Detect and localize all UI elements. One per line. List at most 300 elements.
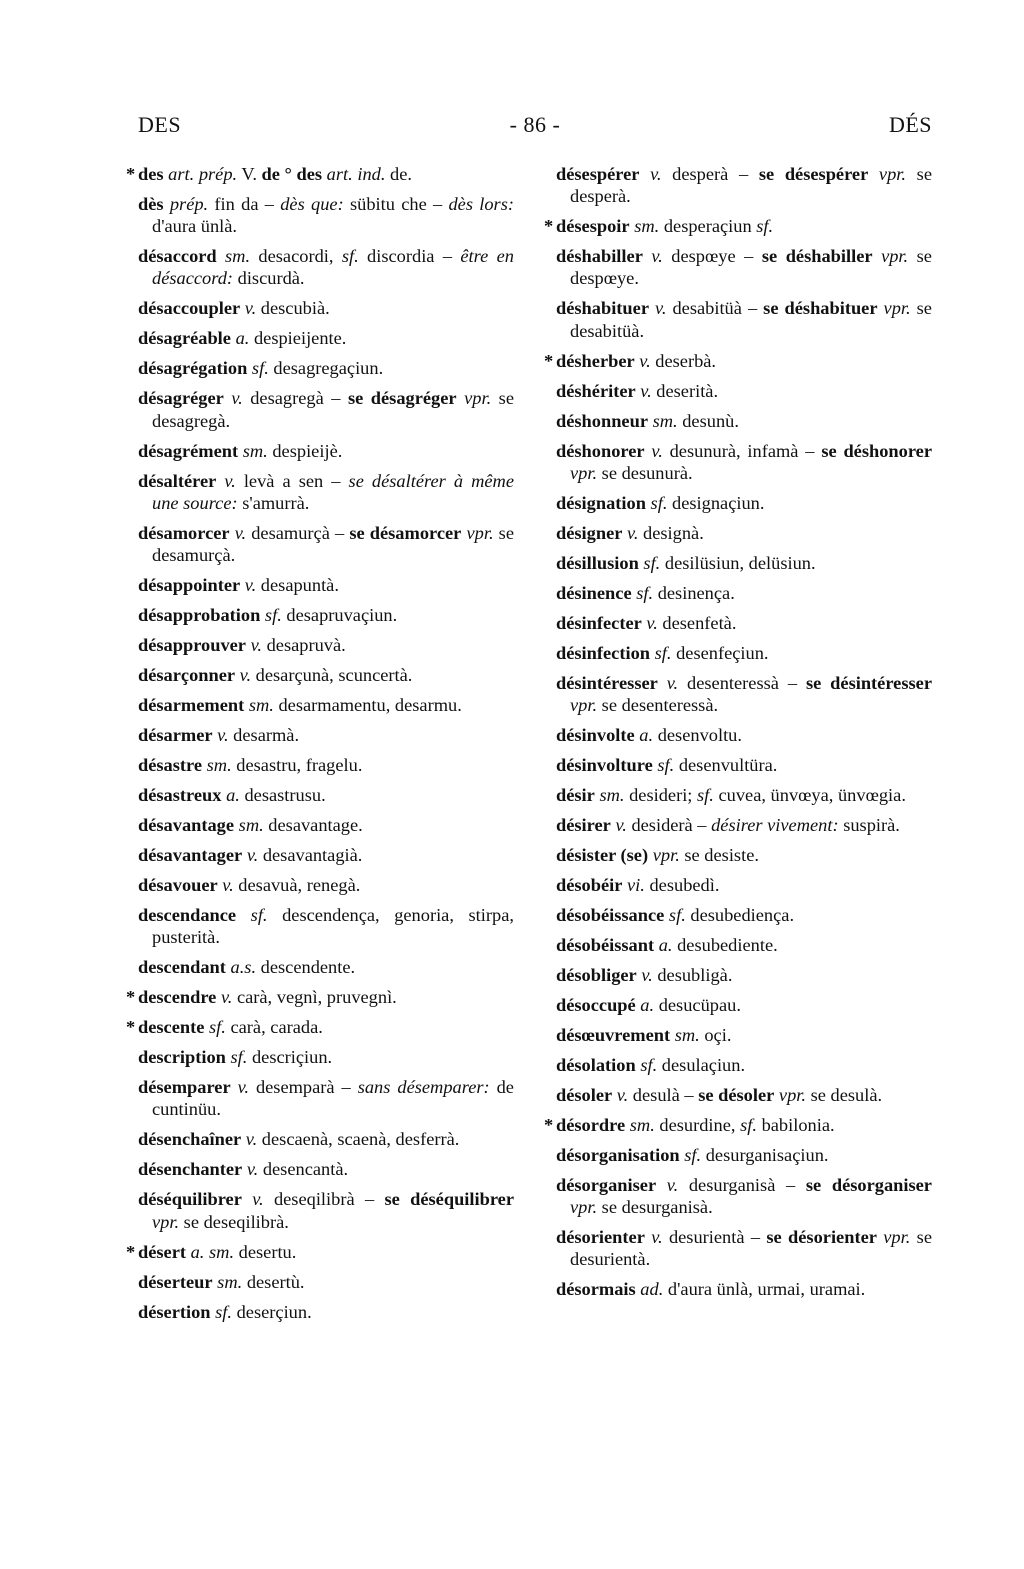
dictionary-entry xyxy=(556,297,932,341)
definition-text: se despœye. xyxy=(570,246,932,289)
definition-text: desurganisaçiun. xyxy=(701,1145,829,1166)
definition-text: deserità. xyxy=(651,380,719,401)
sub-entry: se déshabituer xyxy=(763,298,878,319)
grammar-label: v. xyxy=(222,875,234,896)
dictionary-entry xyxy=(556,874,932,896)
headword: déshonneur xyxy=(556,410,648,431)
grammar-label: vpr. xyxy=(778,1085,806,1106)
grammar-label: a. xyxy=(235,328,250,349)
headword: désobliger xyxy=(556,965,637,986)
definition-text: descubià. xyxy=(256,298,330,319)
definition-text: desacordi, xyxy=(250,246,342,267)
dictionary-entry xyxy=(138,387,514,431)
headword: déséquilibrer xyxy=(138,1189,242,1210)
definition-text: desapuntà. xyxy=(256,575,339,596)
definition-text: d'aura ünlà. xyxy=(152,216,238,237)
grammar-label: v. xyxy=(245,1129,258,1150)
asterisk-marker: * xyxy=(126,1017,136,1038)
headword: désaccoupler xyxy=(138,298,241,319)
left-column xyxy=(126,163,515,1331)
grammar-label: v. xyxy=(220,987,233,1008)
grammar-label: sm. xyxy=(248,695,274,716)
grammar-label: sans désemparer: xyxy=(357,1077,490,1098)
definition-text xyxy=(873,246,882,266)
dictionary-entry xyxy=(556,904,932,926)
dictionary-entry xyxy=(138,1271,514,1293)
grammar-label: a. xyxy=(658,935,673,956)
dictionary-entry xyxy=(138,664,514,686)
headword: désarmement xyxy=(138,695,245,716)
definition-text: desabitüà – xyxy=(666,298,764,319)
headword: désillusion xyxy=(556,552,639,573)
grammar-label: vpr. xyxy=(464,388,492,409)
definition-text: se desunurà. xyxy=(597,462,693,483)
dictionary-entry xyxy=(138,724,514,746)
definition-text xyxy=(868,164,879,184)
grammar-label: a. xyxy=(226,785,240,806)
definition-text: discordia – xyxy=(358,246,461,267)
dictionary-entry xyxy=(138,1128,514,1150)
grammar-label: sm. xyxy=(652,410,678,431)
definition-text: despieijente. xyxy=(249,328,347,349)
headword: désarmer xyxy=(138,725,213,746)
grammar-label: sm. xyxy=(242,440,268,461)
sub-entry: se désagréger xyxy=(347,388,457,409)
headword: désenchaîner xyxy=(138,1129,242,1150)
definition-text xyxy=(639,164,650,184)
definition-text: deserbà. xyxy=(650,350,717,371)
page-number: - 86 - xyxy=(509,112,561,137)
headword: désinfection xyxy=(556,642,650,663)
headword: désir xyxy=(556,785,595,806)
definition-text: se desurganisà. xyxy=(597,1197,713,1218)
grammar-label: v. xyxy=(639,350,651,371)
headword: déshabiller xyxy=(556,246,643,267)
sub-entry: se déshabiller xyxy=(761,246,873,267)
definition-text: desulaçiun. xyxy=(657,1055,746,1076)
headword: descente xyxy=(138,1017,205,1038)
grammar-label: sm. xyxy=(674,1025,700,1046)
dictionary-entry xyxy=(556,492,932,514)
headword: désobéissant xyxy=(556,935,655,956)
grammar-label: dès que: xyxy=(280,194,344,214)
definition-text: desencantà. xyxy=(258,1159,349,1180)
headword: désherber xyxy=(556,350,635,371)
dictionary-entry xyxy=(138,754,514,776)
headword: descendre xyxy=(138,987,217,1008)
dictionary-entry xyxy=(138,694,514,716)
dictionary-entry xyxy=(138,522,514,566)
definition-text: desubediença. xyxy=(685,905,795,926)
definition-text xyxy=(658,673,667,693)
definition-text: desapruvaçiun. xyxy=(281,605,398,626)
definition-text: desubediente. xyxy=(672,935,778,956)
dictionary-entry xyxy=(544,350,932,372)
dictionary-entry xyxy=(556,724,932,746)
definition-text: desubedì. xyxy=(644,875,720,896)
grammar-label: sf. xyxy=(209,1017,226,1038)
definition-text: desucüpau. xyxy=(654,995,741,1016)
headword: désignation xyxy=(556,492,646,513)
grammar-label: v. xyxy=(246,1159,259,1180)
grammar-label: sf. xyxy=(643,552,661,573)
grammar-label: v. xyxy=(239,665,252,686)
grammar-label: vpr. xyxy=(652,845,680,866)
definition-text: carà, vegnì, pruvegnì. xyxy=(232,987,397,1008)
sub-entry: se désamorcer xyxy=(349,522,462,543)
right-column xyxy=(544,163,932,1308)
grammar-label: vpr. xyxy=(881,246,909,267)
grammar-label: sf. xyxy=(640,1055,658,1076)
grammar-label: art. ind. xyxy=(326,164,386,184)
sub-entry: se déshonorer xyxy=(821,440,932,461)
dictionary-entry xyxy=(138,1301,514,1323)
grammar-label: sf. xyxy=(250,905,268,926)
dictionary-entry xyxy=(138,327,514,349)
grammar-label: vi. xyxy=(627,875,645,896)
definition-text: desagregaçiun. xyxy=(268,358,384,379)
grammar-label: v. xyxy=(650,164,662,184)
headword: désagrégation xyxy=(138,358,248,379)
headword: déserteur xyxy=(138,1271,213,1292)
grammar-label: dès lors: xyxy=(448,194,514,214)
dictionary-entry xyxy=(556,934,932,956)
dictionary-entry xyxy=(556,582,932,604)
dictionary-entry xyxy=(126,1241,514,1263)
headword: descendant xyxy=(138,957,226,978)
headword: désormais xyxy=(556,1279,636,1300)
grammar-label: sf. xyxy=(657,755,675,776)
definition-text: desagregà – xyxy=(242,388,348,409)
headword: désoccupé xyxy=(556,995,636,1016)
grammar-label: sf. xyxy=(251,358,269,379)
grammar-label: v. xyxy=(237,1077,249,1098)
headword: déshabituer xyxy=(556,298,649,319)
definition-text xyxy=(236,905,251,925)
headword: désinfecter xyxy=(556,612,642,633)
grammar-label: v. xyxy=(666,672,679,693)
grammar-label: sf. xyxy=(230,1047,248,1068)
dictionary-entry xyxy=(556,440,932,484)
dictionary-entry xyxy=(556,1278,932,1300)
grammar-label: prép. xyxy=(169,194,209,214)
definition-text: se desurientà. xyxy=(570,1227,932,1270)
grammar-label: sf. xyxy=(697,785,714,806)
grammar-label: v. xyxy=(651,1227,663,1248)
definition-text: desideri; xyxy=(624,785,698,806)
definition-text: desarçunà, scuncertà. xyxy=(251,665,413,686)
definition-text: desperaçiun xyxy=(659,216,757,237)
definition-text: se desamurçà. xyxy=(152,522,514,566)
asterisk-marker: * xyxy=(544,1115,554,1136)
grammar-label: a. xyxy=(640,995,655,1016)
grammar-label: v. xyxy=(231,388,243,409)
headword: descendance xyxy=(138,905,237,926)
sub-entry: se déséquilibrer xyxy=(384,1189,515,1210)
definition-text: oçi. xyxy=(699,1025,732,1046)
headword: désert xyxy=(138,1241,186,1262)
headword: désapprobation xyxy=(138,605,261,626)
headword: déshonorer xyxy=(556,440,645,461)
asterisk-marker: * xyxy=(544,216,554,237)
dictionary-entry xyxy=(138,245,514,289)
dictionary-entry xyxy=(544,215,932,237)
definition-text: despœye – xyxy=(662,246,762,267)
definition-text: desunurà, infamà – xyxy=(662,440,822,461)
grammar-label: v. xyxy=(615,815,627,836)
definition-text: desarmamentu, desarmu. xyxy=(273,695,462,716)
grammar-label: sf. xyxy=(215,1301,233,1322)
definition-text: descriçiun. xyxy=(247,1047,333,1068)
grammar-label: v. xyxy=(666,1175,679,1196)
grammar-label: v. xyxy=(640,380,652,401)
dictionary-entry xyxy=(556,380,932,402)
definition-text: desenteressà – xyxy=(678,672,806,693)
grammar-label: sf. xyxy=(684,1145,702,1166)
dictionary-entry xyxy=(556,1084,932,1106)
grammar-label: sf. xyxy=(756,216,774,237)
definition-text: designà. xyxy=(638,522,704,543)
grammar-label: vpr. xyxy=(570,695,598,716)
grammar-label: a. sm. xyxy=(190,1241,235,1262)
dictionary-entry xyxy=(138,574,514,596)
definition-text: levà a sen – xyxy=(235,470,349,491)
dictionary-entry xyxy=(126,986,514,1008)
definition-text: se desagregà. xyxy=(152,388,514,431)
grammar-label: a. xyxy=(639,725,654,746)
grammar-label: art. prép. xyxy=(168,164,238,184)
grammar-label: sf. xyxy=(650,492,668,513)
definition-text: desenfetà. xyxy=(657,612,737,633)
definition-text: desertù. xyxy=(242,1271,305,1292)
definition-text: fin da – xyxy=(208,194,281,214)
headword: désavantage xyxy=(138,815,235,836)
dictionary-entry xyxy=(556,672,932,716)
headword: désespérer xyxy=(556,164,640,184)
grammar-label: v. xyxy=(244,298,257,319)
grammar-label: v. xyxy=(244,575,257,596)
headword: désolation xyxy=(556,1055,636,1076)
dictionary-entry xyxy=(556,784,932,806)
definition-text: se deseqilibrà. xyxy=(179,1211,289,1232)
definition-text: desenfeçiun. xyxy=(671,642,769,663)
grammar-label: vpr. xyxy=(883,298,911,319)
headword: désertion xyxy=(138,1301,211,1322)
definition-text: desurientà – xyxy=(662,1227,767,1248)
headword: désastreux xyxy=(138,785,222,806)
definition-text: desertu. xyxy=(234,1241,297,1262)
dictionary-entry xyxy=(556,245,932,289)
headword: désamorcer xyxy=(138,522,230,543)
sub-entry: se désoler xyxy=(698,1085,775,1106)
dictionary-entry xyxy=(126,1016,514,1038)
dictionary-entry xyxy=(138,440,514,462)
asterisk-marker: * xyxy=(126,987,136,1008)
headword: désastre xyxy=(138,755,203,776)
sub-entry: de xyxy=(261,164,280,184)
definition-text xyxy=(457,388,465,408)
definition-text: descaenà, scaenà, desferrà. xyxy=(257,1129,460,1150)
definition-text: desenvoltu. xyxy=(653,725,742,746)
grammar-label: v. xyxy=(250,635,262,656)
grammar-label: sm. xyxy=(217,1271,243,1292)
dictionary-entry xyxy=(556,1174,932,1218)
headword: désorganisation xyxy=(556,1145,680,1166)
grammar-label: v. xyxy=(651,440,663,461)
dictionary-entry xyxy=(138,1158,514,1180)
grammar-label: être en désaccord: xyxy=(152,246,514,289)
grammar-label: sf. xyxy=(654,642,672,663)
grammar-label: désirer vivement: xyxy=(711,815,839,836)
grammar-label: v. xyxy=(252,1189,264,1210)
grammar-label: sf. xyxy=(740,1115,757,1136)
headword: désintéresser xyxy=(556,672,658,693)
grammar-label: v. xyxy=(655,298,667,319)
headword: désemparer xyxy=(138,1077,231,1098)
definition-text xyxy=(656,1175,667,1195)
headword: désirer xyxy=(556,815,611,836)
definition-text: se desenteressà. xyxy=(597,695,719,716)
dictionary-entry xyxy=(556,552,932,574)
dictionary-entry xyxy=(138,874,514,896)
definition-text: se desperà. xyxy=(570,164,932,207)
definition-text: se desulà. xyxy=(805,1085,883,1106)
dictionary-entry xyxy=(556,642,932,664)
headword: désordre xyxy=(556,1115,626,1136)
dictionary-entry xyxy=(556,1144,932,1166)
sub-entry: ° xyxy=(284,164,292,184)
headword: désobéissance xyxy=(556,905,665,926)
sub-entry: se désespérer xyxy=(758,164,869,184)
headword: déshériter xyxy=(556,380,636,401)
definition-text xyxy=(231,1077,238,1097)
running-head-right: DÉS xyxy=(888,112,932,137)
definition-text: desavuà, renegà. xyxy=(233,875,361,896)
definition-text: desubligà. xyxy=(652,965,733,986)
definition-text: despieijè. xyxy=(267,440,343,461)
grammar-label: sm. xyxy=(238,815,264,836)
definition-text xyxy=(217,246,225,266)
dictionary-entry xyxy=(138,634,514,656)
definition-text: carà, carada. xyxy=(225,1017,323,1038)
dictionary-entry xyxy=(556,522,932,544)
definition-text xyxy=(242,1189,252,1209)
dictionary-entry xyxy=(126,163,514,185)
dictionary-entry xyxy=(138,1188,514,1232)
asterisk-marker: * xyxy=(544,350,554,371)
headword: dès xyxy=(138,194,164,214)
grammar-label: sf. xyxy=(668,905,686,926)
grammar-label: sf. xyxy=(636,582,654,603)
definition-text: desemparà – xyxy=(248,1077,358,1098)
definition-text: V. xyxy=(237,164,262,184)
definition-text: se desabitüà. xyxy=(570,298,932,341)
headword: désapprouver xyxy=(138,635,246,656)
headword: désigner xyxy=(556,522,623,543)
headword: désinence xyxy=(556,582,632,603)
headword: désorienter xyxy=(556,1227,645,1248)
grammar-label: a.s. xyxy=(230,957,257,978)
running-head-left: DES xyxy=(138,112,182,137)
dictionary-entry xyxy=(138,844,514,866)
headword: désoler xyxy=(556,1085,613,1106)
grammar-label: v. xyxy=(627,522,639,543)
grammar-label: vpr. xyxy=(152,1211,180,1232)
headword: désagrément xyxy=(138,440,239,461)
definition-text: descendença, genoria, stirpa, pusterità. xyxy=(152,905,514,948)
definition-text: desurganisà – xyxy=(678,1175,806,1196)
grammar-label: sm. xyxy=(599,785,625,806)
dictionary-entry xyxy=(138,193,514,237)
definition-text: desarmà. xyxy=(228,725,300,746)
grammar-label: sm. xyxy=(634,216,660,237)
grammar-label: vpr. xyxy=(878,164,906,184)
definition-text: desastru, fragelu. xyxy=(231,755,363,776)
headword: désarçonner xyxy=(138,665,236,686)
definition-text: desilüsiun, delüsiun. xyxy=(660,552,816,573)
definition-text: desamurçà – xyxy=(246,522,350,543)
definition-text: desavantagià. xyxy=(258,845,363,866)
definition-text: s'amurrà. xyxy=(237,492,310,513)
definition-text: deseqilibrà – xyxy=(263,1189,385,1210)
definition-text: d'aura ünlà, urmai, uramai. xyxy=(663,1279,866,1300)
headword: désappointer xyxy=(138,575,241,596)
definition-text: se desiste. xyxy=(679,845,759,866)
grammar-label: ad. xyxy=(640,1279,664,1300)
definition-text: de. xyxy=(385,164,412,184)
grammar-label: v. xyxy=(217,725,229,746)
sub-entry: se désorganiser xyxy=(805,1175,932,1196)
dictionary-entry xyxy=(556,1226,932,1270)
grammar-label: v. xyxy=(234,522,247,543)
grammar-label: vpr. xyxy=(883,1227,911,1248)
dictionary-entry xyxy=(138,904,514,948)
dictionary-entry xyxy=(556,994,932,1016)
definition-text: desastrusu. xyxy=(239,785,326,806)
headword: désespoir xyxy=(556,216,630,237)
grammar-label: sm. xyxy=(225,246,251,267)
grammar-label: v. xyxy=(246,845,259,866)
definition-text: desiderà – xyxy=(626,815,712,836)
dictionary-entry xyxy=(138,956,514,978)
dictionary-entry xyxy=(138,1076,514,1120)
definition-text: suspirà. xyxy=(838,815,900,836)
definition-text: desapruvà. xyxy=(262,635,346,656)
definition-text: babilonia. xyxy=(756,1115,835,1136)
dictionary-entry xyxy=(556,1054,932,1076)
dictionary-entry xyxy=(138,470,514,514)
headword: désister (se) xyxy=(556,845,649,866)
headword: désavouer xyxy=(138,875,218,896)
headword: désavantager xyxy=(138,845,243,866)
definition-text: sübitu che – xyxy=(343,194,449,214)
dictionary-entry xyxy=(138,784,514,806)
dictionary-entry xyxy=(556,612,932,634)
grammar-label: v. xyxy=(651,246,663,267)
grammar-label: sf. xyxy=(264,605,282,626)
dictionary-entry xyxy=(556,754,932,776)
dictionary-entry xyxy=(138,1046,514,1068)
definition-text: desavantage. xyxy=(263,815,363,836)
definition-text: descendente. xyxy=(256,957,356,978)
definition-text: cuvea, ünvœya, ünvœgia. xyxy=(713,785,906,806)
dictionary-entry xyxy=(138,297,514,319)
dictionary-entry xyxy=(138,604,514,626)
grammar-label: sf. xyxy=(341,246,359,267)
headword: description xyxy=(138,1047,226,1068)
dictionary-entry xyxy=(556,163,932,207)
headword: désœuvrement xyxy=(556,1025,671,1046)
